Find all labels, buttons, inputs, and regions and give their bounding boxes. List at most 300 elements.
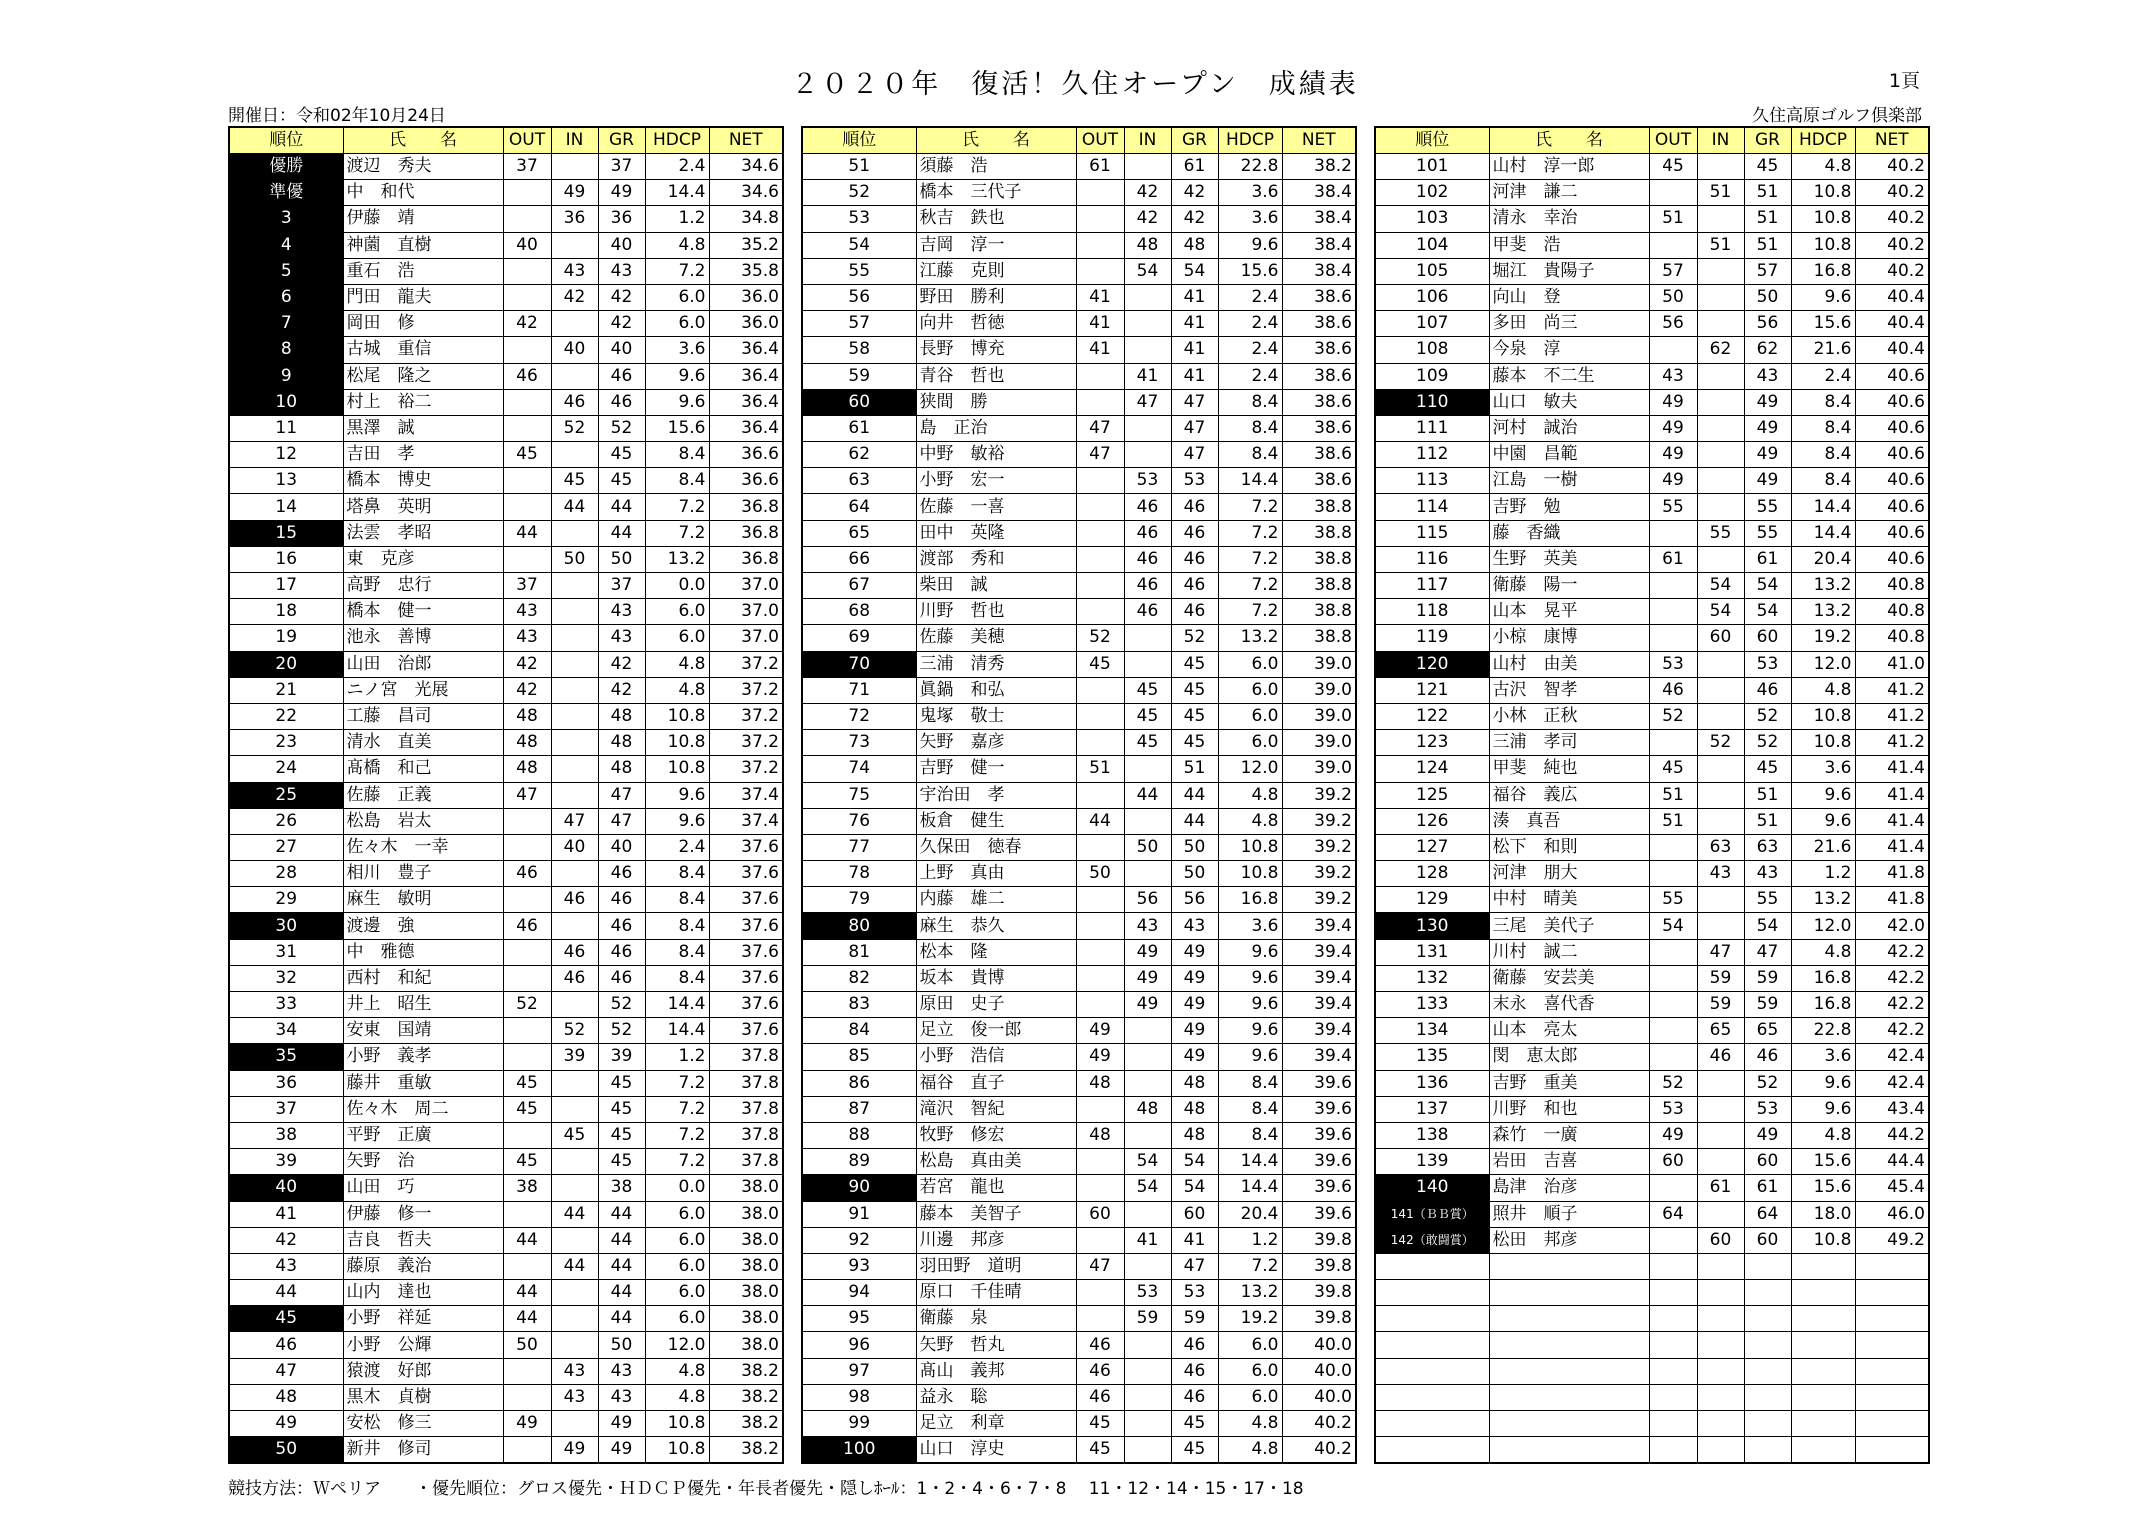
rank-cell: 53 bbox=[802, 206, 916, 232]
rank-cell: 76 bbox=[802, 808, 916, 834]
in-cell bbox=[551, 756, 598, 782]
name-cell: 橋本 健一 bbox=[343, 599, 503, 625]
rank-cell: 20 bbox=[229, 651, 343, 677]
hdcp-cell bbox=[1791, 1411, 1855, 1437]
name-cell: 甲斐 純也 bbox=[1489, 756, 1649, 782]
out-cell bbox=[1076, 573, 1124, 599]
out-cell bbox=[1649, 1044, 1697, 1070]
table-row bbox=[802, 965, 1356, 991]
gross-cell: 52 bbox=[1744, 730, 1791, 756]
rank-cell: 22 bbox=[229, 703, 343, 729]
in-cell: 47 bbox=[1124, 389, 1171, 415]
net-cell: 42.4 bbox=[1855, 1070, 1929, 1096]
out-cell bbox=[1076, 1280, 1124, 1306]
gross-cell: 44 bbox=[598, 1227, 645, 1253]
name-cell: 鬼塚 敬士 bbox=[916, 703, 1076, 729]
hdcp-cell: 9.6 bbox=[1791, 782, 1855, 808]
name-cell: 松尾 隆之 bbox=[343, 363, 503, 389]
in-cell bbox=[551, 861, 598, 887]
name-cell: 矢野 嘉彦 bbox=[916, 730, 1076, 756]
out-cell: 44 bbox=[503, 1280, 551, 1306]
rank-cell: 41 bbox=[229, 1201, 343, 1227]
out-cell: 55 bbox=[1649, 887, 1697, 913]
net-cell: 37.6 bbox=[709, 834, 783, 860]
gross-cell: 56 bbox=[1744, 311, 1791, 337]
hdcp-cell: 13.2 bbox=[645, 546, 709, 572]
name-cell: 河津 謙二 bbox=[1489, 180, 1649, 206]
gross-cell: 53 bbox=[1744, 651, 1791, 677]
in-cell bbox=[1697, 468, 1744, 494]
out-cell bbox=[1076, 1149, 1124, 1175]
gross-cell: 40 bbox=[598, 834, 645, 860]
hdcp-cell: 4.8 bbox=[1218, 808, 1282, 834]
in-cell bbox=[1697, 415, 1744, 441]
table-row bbox=[229, 782, 783, 808]
in-cell bbox=[551, 703, 598, 729]
gross-cell: 46 bbox=[1171, 1358, 1218, 1384]
net-cell: 39.2 bbox=[1282, 782, 1356, 808]
rank-cell: 120 bbox=[1375, 651, 1489, 677]
table-row bbox=[1375, 1201, 1929, 1227]
net-cell: 40.0 bbox=[1282, 1332, 1356, 1358]
out-cell: 60 bbox=[1076, 1201, 1124, 1227]
gross-cell: 36 bbox=[598, 206, 645, 232]
out-cell: 47 bbox=[503, 782, 551, 808]
hdcp-cell: 10.8 bbox=[1791, 730, 1855, 756]
in-cell bbox=[551, 730, 598, 756]
hdcp-cell: 3.6 bbox=[1218, 206, 1282, 232]
gross-cell: 48 bbox=[1171, 1096, 1218, 1122]
net-cell: 40.8 bbox=[1855, 599, 1929, 625]
in-cell bbox=[1697, 546, 1744, 572]
out-cell: 41 bbox=[1076, 311, 1124, 337]
out-cell: 42 bbox=[503, 311, 551, 337]
net-cell: 38.6 bbox=[1282, 468, 1356, 494]
rank-cell: 93 bbox=[802, 1253, 916, 1279]
rank-cell: 9 bbox=[229, 363, 343, 389]
rank-cell: 6 bbox=[229, 284, 343, 310]
rank-cell: 44 bbox=[229, 1280, 343, 1306]
name-cell: 平野 正廣 bbox=[343, 1122, 503, 1148]
table-row bbox=[229, 232, 783, 258]
net-cell: 37.2 bbox=[709, 756, 783, 782]
in-cell: 46 bbox=[1697, 1044, 1744, 1070]
gross-cell: 42 bbox=[598, 677, 645, 703]
out-cell: 51 bbox=[1649, 206, 1697, 232]
in-cell: 46 bbox=[1124, 546, 1171, 572]
gross-cell: 49 bbox=[1744, 468, 1791, 494]
rank-cell: 11 bbox=[229, 415, 343, 441]
hdcp-cell: 9.6 bbox=[645, 782, 709, 808]
gross-cell: 46 bbox=[598, 363, 645, 389]
table-row bbox=[802, 1096, 1356, 1122]
name-cell: 松田 邦彦 bbox=[1489, 1227, 1649, 1253]
name-cell: 足立 利章 bbox=[916, 1411, 1076, 1437]
hdcp-cell: 8.4 bbox=[1218, 1122, 1282, 1148]
net-cell bbox=[1855, 1437, 1929, 1464]
net-cell: 36.4 bbox=[709, 415, 783, 441]
in-cell bbox=[1697, 154, 1744, 180]
hdcp-cell: 7.2 bbox=[1218, 599, 1282, 625]
gross-cell: 41 bbox=[1171, 337, 1218, 363]
table-row bbox=[1375, 546, 1929, 572]
out-cell: 61 bbox=[1076, 154, 1124, 180]
gross-cell: 45 bbox=[1171, 703, 1218, 729]
name-cell: 田中 英隆 bbox=[916, 520, 1076, 546]
in-cell: 54 bbox=[1124, 1175, 1171, 1201]
gross-cell: 65 bbox=[1744, 1018, 1791, 1044]
hdcp-cell: 13.2 bbox=[1791, 573, 1855, 599]
net-cell: 37.2 bbox=[709, 730, 783, 756]
out-cell: 52 bbox=[503, 992, 551, 1018]
net-cell: 40.0 bbox=[1282, 1358, 1356, 1384]
gross-cell: 44 bbox=[598, 1306, 645, 1332]
gross-cell: 52 bbox=[1744, 1070, 1791, 1096]
rank-cell bbox=[1375, 1358, 1489, 1384]
in-cell bbox=[1697, 651, 1744, 677]
out-cell bbox=[1649, 1411, 1697, 1437]
out-cell bbox=[1649, 599, 1697, 625]
out-cell bbox=[503, 1018, 551, 1044]
rank-cell: 23 bbox=[229, 730, 343, 756]
in-cell: 60 bbox=[1697, 1227, 1744, 1253]
gross-cell: 54 bbox=[1744, 573, 1791, 599]
hdcp-cell: 18.0 bbox=[1791, 1201, 1855, 1227]
table-row bbox=[802, 1358, 1356, 1384]
out-cell: 46 bbox=[1076, 1384, 1124, 1410]
hdcp-cell: 13.2 bbox=[1218, 625, 1282, 651]
out-cell bbox=[503, 494, 551, 520]
gross-cell: 44 bbox=[598, 1280, 645, 1306]
in-cell bbox=[1124, 154, 1171, 180]
table-row bbox=[1375, 1358, 1929, 1384]
table-row bbox=[802, 992, 1356, 1018]
net-cell: 37.0 bbox=[709, 625, 783, 651]
in-cell bbox=[1124, 808, 1171, 834]
name-cell: 山田 巧 bbox=[343, 1175, 503, 1201]
gross-cell: 49 bbox=[1171, 992, 1218, 1018]
rank-cell: 67 bbox=[802, 573, 916, 599]
gross-cell: 46 bbox=[598, 887, 645, 913]
gross-cell: 54 bbox=[1171, 1149, 1218, 1175]
in-cell bbox=[551, 1175, 598, 1201]
table-row bbox=[802, 154, 1356, 180]
table-row bbox=[1375, 808, 1929, 834]
table-row bbox=[229, 311, 783, 337]
out-cell bbox=[1076, 677, 1124, 703]
col-in: IN bbox=[551, 127, 598, 154]
page-number: 1頁 bbox=[1888, 70, 1920, 92]
rank-cell: 100 bbox=[802, 1437, 916, 1464]
net-cell: 39.8 bbox=[1282, 1253, 1356, 1279]
gross-cell: 48 bbox=[1171, 1070, 1218, 1096]
table-row bbox=[1375, 861, 1929, 887]
net-cell: 39.0 bbox=[1282, 703, 1356, 729]
hdcp-cell: 9.6 bbox=[1218, 232, 1282, 258]
name-cell: 松島 真由美 bbox=[916, 1149, 1076, 1175]
hdcp-cell: 14.4 bbox=[1791, 520, 1855, 546]
in-cell bbox=[1124, 1070, 1171, 1096]
out-cell: 48 bbox=[1076, 1122, 1124, 1148]
hdcp-cell: 3.6 bbox=[1218, 913, 1282, 939]
rank-cell: 128 bbox=[1375, 861, 1489, 887]
rank-cell: 135 bbox=[1375, 1044, 1489, 1070]
name-cell: 照井 順子 bbox=[1489, 1201, 1649, 1227]
rank-cell: 88 bbox=[802, 1122, 916, 1148]
net-cell: 40.6 bbox=[1855, 415, 1929, 441]
in-cell bbox=[1697, 258, 1744, 284]
rank-cell: 13 bbox=[229, 468, 343, 494]
table-row bbox=[802, 861, 1356, 887]
rank-cell: 3 bbox=[229, 206, 343, 232]
rank-cell: 58 bbox=[802, 337, 916, 363]
rank-cell: 49 bbox=[229, 1411, 343, 1437]
rank-cell: 48 bbox=[229, 1384, 343, 1410]
table-row bbox=[229, 573, 783, 599]
table-row bbox=[1375, 1070, 1929, 1096]
hdcp-cell: 4.8 bbox=[1218, 1437, 1282, 1464]
in-cell bbox=[1124, 442, 1171, 468]
net-cell: 39.8 bbox=[1282, 1306, 1356, 1332]
hdcp-cell: 6.0 bbox=[645, 1306, 709, 1332]
col-net: NET bbox=[1282, 127, 1356, 154]
table-row bbox=[802, 756, 1356, 782]
gross-cell: 61 bbox=[1744, 546, 1791, 572]
net-cell: 39.0 bbox=[1282, 651, 1356, 677]
in-cell bbox=[551, 311, 598, 337]
in-cell: 63 bbox=[1697, 834, 1744, 860]
name-cell: 島 正治 bbox=[916, 415, 1076, 441]
table-row bbox=[1375, 363, 1929, 389]
gross-cell: 61 bbox=[1744, 1175, 1791, 1201]
gross-cell bbox=[1744, 1411, 1791, 1437]
name-cell: 藤 香織 bbox=[1489, 520, 1649, 546]
table-row bbox=[229, 442, 783, 468]
name-cell: 伊藤 修一 bbox=[343, 1201, 503, 1227]
hdcp-cell: 9.6 bbox=[1218, 992, 1282, 1018]
name-cell: 三浦 清秀 bbox=[916, 651, 1076, 677]
in-cell bbox=[1697, 442, 1744, 468]
rank-cell: 87 bbox=[802, 1096, 916, 1122]
rank-cell: 84 bbox=[802, 1018, 916, 1044]
rank-cell: 142（敢闘賞） bbox=[1375, 1227, 1489, 1253]
name-cell: 福谷 直子 bbox=[916, 1070, 1076, 1096]
out-cell: 43 bbox=[503, 599, 551, 625]
hdcp-cell: 7.2 bbox=[645, 494, 709, 520]
net-cell: 44.4 bbox=[1855, 1149, 1929, 1175]
hdcp-cell: 10.8 bbox=[1218, 861, 1282, 887]
gross-cell: 40 bbox=[598, 337, 645, 363]
gross-cell: 53 bbox=[1171, 468, 1218, 494]
in-cell: 46 bbox=[551, 965, 598, 991]
in-cell: 40 bbox=[551, 337, 598, 363]
out-cell bbox=[1076, 730, 1124, 756]
in-cell bbox=[1697, 1070, 1744, 1096]
rank-cell: 51 bbox=[802, 154, 916, 180]
gross-cell: 45 bbox=[1744, 756, 1791, 782]
hdcp-cell: 7.2 bbox=[645, 258, 709, 284]
table-row bbox=[802, 1332, 1356, 1358]
table-row bbox=[1375, 913, 1929, 939]
rank-cell: 66 bbox=[802, 546, 916, 572]
hdcp-cell: 21.6 bbox=[1791, 337, 1855, 363]
hdcp-cell: 8.4 bbox=[645, 442, 709, 468]
in-cell bbox=[1697, 913, 1744, 939]
table-row bbox=[1375, 599, 1929, 625]
header-row bbox=[229, 127, 783, 154]
table-row bbox=[229, 808, 783, 834]
rank-cell: 65 bbox=[802, 520, 916, 546]
table-row bbox=[802, 206, 1356, 232]
name-cell: 長野 博充 bbox=[916, 337, 1076, 363]
table-row bbox=[1375, 625, 1929, 651]
in-cell bbox=[1124, 415, 1171, 441]
table-row bbox=[229, 1096, 783, 1122]
net-cell: 36.0 bbox=[709, 311, 783, 337]
rank-cell: 136 bbox=[1375, 1070, 1489, 1096]
gross-cell: 55 bbox=[1744, 494, 1791, 520]
in-cell: 49 bbox=[551, 1437, 598, 1464]
out-cell bbox=[1076, 206, 1124, 232]
hdcp-cell: 8.4 bbox=[1791, 415, 1855, 441]
gross-cell: 50 bbox=[1744, 284, 1791, 310]
out-cell: 47 bbox=[1076, 415, 1124, 441]
net-cell: 42.2 bbox=[1855, 965, 1929, 991]
out-cell bbox=[503, 337, 551, 363]
name-cell: 麻生 敏明 bbox=[343, 887, 503, 913]
hdcp-cell: 12.0 bbox=[1791, 913, 1855, 939]
in-cell bbox=[1697, 363, 1744, 389]
net-cell: 40.0 bbox=[1282, 1384, 1356, 1410]
name-cell bbox=[1489, 1253, 1649, 1279]
net-cell bbox=[1855, 1280, 1929, 1306]
gross-cell: 49 bbox=[598, 1437, 645, 1464]
table-row bbox=[229, 599, 783, 625]
hdcp-cell: 14.4 bbox=[1791, 494, 1855, 520]
gross-cell: 37 bbox=[598, 154, 645, 180]
rank-cell: 138 bbox=[1375, 1122, 1489, 1148]
in-cell: 52 bbox=[551, 1018, 598, 1044]
hdcp-cell: 15.6 bbox=[645, 415, 709, 441]
rank-cell: 5 bbox=[229, 258, 343, 284]
gross-cell: 63 bbox=[1744, 834, 1791, 860]
table-row bbox=[802, 258, 1356, 284]
net-cell: 39.2 bbox=[1282, 808, 1356, 834]
rank-cell: 74 bbox=[802, 756, 916, 782]
rank-cell: 101 bbox=[1375, 154, 1489, 180]
name-cell: 狭間 勝 bbox=[916, 389, 1076, 415]
in-cell bbox=[1697, 311, 1744, 337]
gross-cell: 51 bbox=[1744, 782, 1791, 808]
in-cell bbox=[1697, 1358, 1744, 1384]
in-cell: 43 bbox=[1697, 861, 1744, 887]
name-cell: 向山 登 bbox=[1489, 284, 1649, 310]
out-cell: 49 bbox=[1649, 442, 1697, 468]
gross-cell: 42 bbox=[598, 651, 645, 677]
net-cell: 39.2 bbox=[1282, 887, 1356, 913]
rank-cell: 4 bbox=[229, 232, 343, 258]
table-row bbox=[229, 1253, 783, 1279]
in-cell bbox=[551, 573, 598, 599]
name-cell: 塔鼻 英明 bbox=[343, 494, 503, 520]
name-cell: 牧野 修宏 bbox=[916, 1122, 1076, 1148]
name-cell: 相川 豊子 bbox=[343, 861, 503, 887]
table-row bbox=[802, 389, 1356, 415]
gross-cell: 48 bbox=[598, 756, 645, 782]
name-cell: 小椋 康博 bbox=[1489, 625, 1649, 651]
net-cell: 35.2 bbox=[709, 232, 783, 258]
name-cell: 山内 達也 bbox=[343, 1280, 503, 1306]
net-cell: 37.6 bbox=[709, 861, 783, 887]
table-row bbox=[802, 1280, 1356, 1306]
net-cell: 42.2 bbox=[1855, 1018, 1929, 1044]
net-cell: 38.2 bbox=[709, 1358, 783, 1384]
net-cell: 38.6 bbox=[1282, 311, 1356, 337]
in-cell bbox=[551, 1070, 598, 1096]
net-cell: 36.6 bbox=[709, 468, 783, 494]
table-row bbox=[1375, 1332, 1929, 1358]
name-cell: 三浦 孝司 bbox=[1489, 730, 1649, 756]
hdcp-cell: 7.2 bbox=[645, 1149, 709, 1175]
table-row bbox=[1375, 389, 1929, 415]
table-row bbox=[802, 415, 1356, 441]
gross-cell: 48 bbox=[598, 703, 645, 729]
in-cell bbox=[1697, 1096, 1744, 1122]
gross-cell: 60 bbox=[1744, 1227, 1791, 1253]
name-cell: 西村 和紀 bbox=[343, 965, 503, 991]
hdcp-cell bbox=[1791, 1280, 1855, 1306]
in-cell bbox=[1697, 1306, 1744, 1332]
table-row bbox=[802, 1253, 1356, 1279]
out-cell: 50 bbox=[503, 1332, 551, 1358]
in-cell bbox=[1124, 1358, 1171, 1384]
rank-cell: 91 bbox=[802, 1201, 916, 1227]
in-cell bbox=[1124, 337, 1171, 363]
net-cell: 41.4 bbox=[1855, 782, 1929, 808]
hdcp-cell: 4.8 bbox=[645, 651, 709, 677]
net-cell: 38.0 bbox=[709, 1280, 783, 1306]
rank-cell: 81 bbox=[802, 939, 916, 965]
table-row bbox=[1375, 703, 1929, 729]
rank-cell bbox=[1375, 1306, 1489, 1332]
net-cell: 34.6 bbox=[709, 180, 783, 206]
rank-cell bbox=[1375, 1280, 1489, 1306]
net-cell: 37.8 bbox=[709, 1070, 783, 1096]
gross-cell: 48 bbox=[1171, 232, 1218, 258]
col-name: 氏 名 bbox=[343, 127, 503, 154]
gross-cell: 60 bbox=[1171, 1201, 1218, 1227]
name-cell: 中野 敏裕 bbox=[916, 442, 1076, 468]
in-cell bbox=[1697, 1122, 1744, 1148]
rank-cell: 19 bbox=[229, 625, 343, 651]
rank-cell: 29 bbox=[229, 887, 343, 913]
hdcp-cell: 14.4 bbox=[1218, 1149, 1282, 1175]
out-cell: 45 bbox=[1076, 1437, 1124, 1464]
in-cell bbox=[1697, 677, 1744, 703]
in-cell: 46 bbox=[1124, 494, 1171, 520]
name-cell: 佐藤 美穂 bbox=[916, 625, 1076, 651]
table-row bbox=[229, 861, 783, 887]
name-cell: 秋吉 鉄也 bbox=[916, 206, 1076, 232]
hdcp-cell: 6.0 bbox=[645, 599, 709, 625]
hdcp-cell: 20.4 bbox=[1791, 546, 1855, 572]
gross-cell: 46 bbox=[1171, 1332, 1218, 1358]
net-cell: 40.2 bbox=[1855, 180, 1929, 206]
col-out: OUT bbox=[503, 127, 551, 154]
net-cell: 37.4 bbox=[709, 808, 783, 834]
hdcp-cell: 4.8 bbox=[1791, 677, 1855, 703]
out-cell: 64 bbox=[1649, 1201, 1697, 1227]
